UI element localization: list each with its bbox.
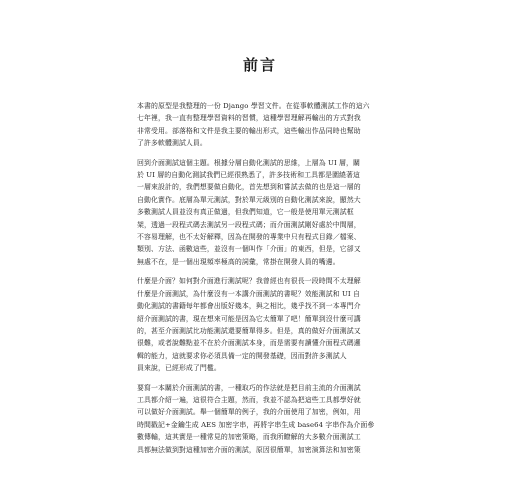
text-line: 數傳輸，這其實是一種常見的加密策略，而我所瞭解的大多數介面測試工 (137, 433, 361, 442)
text-line: 的，甚至介面測試比功能測試還要簡單得多。但是，真的做好介面測試又 (137, 326, 361, 335)
page-title: 前言 (242, 56, 277, 74)
text-line: 員來說，已經形成了門檻。 (137, 364, 221, 373)
text-line: 多數測試人員並沒有真正做過，但我們知道，它一般是使用單元測試框 (137, 208, 354, 217)
text-line: 架，透過一段程式碼去測試另一段程式碼；而介面測試剛好處於中間層， (137, 220, 361, 229)
text-line: 本書的原型是我整理的一份 Django 學習文件。在從事軟體測試工作的這六 (137, 102, 370, 110)
text-line: 回到介面測試這個主題。根據分層自動化測試的思維，上層為 UI 層，關 (137, 158, 361, 167)
text-line: 什麼是介面？如何對介面進行測試呢？我曾經也有很長一段時間不太理解 (137, 277, 361, 286)
text-line: 動化測試的書籍每年都會出版好幾本，與之相比，幾乎找不到一本專門介 (137, 302, 361, 311)
text-line: 什麼是介面測試，為什麼沒有一本講介面測試的書呢？效能測試和 UI 自 (137, 289, 361, 298)
text-line: 輯的能力，這就要求你必須具備一定的開發基礎，因而對許多測試人 (137, 351, 347, 360)
text-line: 了許多軟體測試人員。 (137, 139, 207, 148)
text-line: 時間戳記+金鑰生成 AES 加密字串，再將字串生成 base64 字串作為介面參 (137, 420, 375, 429)
text-line: 具都無法做到對這種加密介面的測試，原因很簡單，加密演算法和加密策 (137, 445, 361, 454)
text-line: 非常受用。部落格和文件是我主要的輸出形式，這些輸出作品同時也幫助 (137, 126, 361, 135)
body-text (137, 100, 384, 463)
text-line: 可以做好介面測試。舉一個簡單的例子，我的介面使用了加密，例如，用 (137, 408, 361, 417)
text-line: 不容易理解，也不太好解釋，因為在開發的專業中只有程式目錄／檔案、 (137, 233, 361, 242)
text-line: 紹介面測試的書，現在想來可能是因為它太簡單了吧！簡單到沒什麼可講 (137, 314, 361, 323)
text-line: 一層來設計的，我們想要做自動化，首先想到和嘗試去做的也是這一層的 (137, 183, 361, 192)
paragraph (137, 275, 384, 374)
text-line: 工具都介紹一遍，這很符合主題，然而，我並不認為把這些工具都學好就 (137, 395, 361, 404)
text-line: 七年裡，我一直有整理學習資料的習慣，這種學習理解再輸出的方式對我 (137, 114, 361, 123)
paragraph (137, 382, 384, 456)
paragraph (137, 100, 384, 150)
text-line: 自動化實作。底層為單元測試，對於單元級別的自動化測試來說，顯然大 (137, 195, 361, 204)
text-line: 類別、方法、函數這些，並沒有一個叫作「介面」的東西，但是，它卻又 (137, 245, 361, 254)
paragraph (137, 157, 384, 269)
text-line: 於 UI 層的自動化測試我們已經很熟悉了，許多技術和工具都是圍繞著這 (137, 171, 361, 180)
text-line: 要寫一本關於介面測試的書，一種取巧的作法就是把目前主流的介面測試 (137, 383, 361, 392)
text-line: 很難，或者說難點並不在於介面測試本身，而是需要有讀懂介面程式碼邏 (137, 339, 361, 348)
text-line: 無處不在，是一個出現頻率極高的詞彙，常掛在開發人員的嘴邊。 (137, 257, 340, 266)
